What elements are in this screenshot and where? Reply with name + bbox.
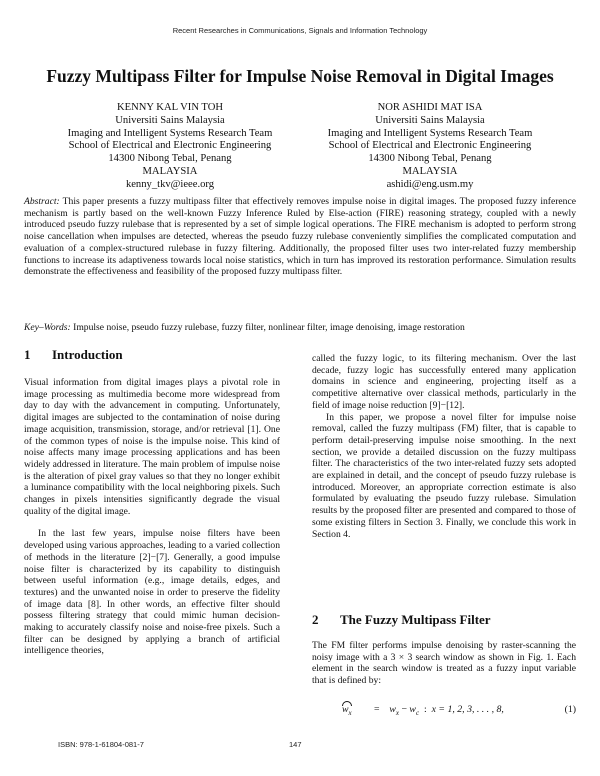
- equation-lhs: [342, 704, 352, 717]
- author-university: Universiti Sains Malaysia: [115, 114, 225, 126]
- author-email: kenny_tkv@ieee.org: [125, 178, 215, 190]
- author-country: MALAYSIA: [142, 165, 198, 177]
- section-number: 2: [312, 612, 319, 627]
- section-2-heading: [312, 612, 491, 628]
- section-number: 1: [24, 347, 31, 362]
- keywords-label: Key–Words:: [24, 322, 71, 333]
- author-school: School of Electrical and Electronic Engineering: [68, 140, 272, 152]
- footer-isbn: ISBN: 978-1-61804-081-7: [58, 740, 144, 749]
- intro-paragraph-2: In the last few years, impulse noise filters have been developed using various approaches, leading to a varied collection of methods in the literature [2]−[7]. Generally, a good impulse noise filter is characterized by its capability to distinguish between useful information (e.g., image details, edges, and textures) and the unwanted noise in order to preserve the fidelity of image data [8]. In other words, an effective filter should possess filtering strategy that could mimic human decision-making to accurately classify noise and noise-free pixels. Such a filter can be designed by applying a branch of artificial intelligence theories,: [24, 528, 280, 657]
- footer-page-number: 147: [289, 740, 302, 749]
- equation-rhs: = $w_x - w_c$ : x = 1, 2, 3, . . . , 8,: [374, 704, 504, 717]
- equation-number: (1): [564, 704, 576, 715]
- section-title: The Fuzzy Multipass Filter: [340, 612, 491, 627]
- author-block-1: [40, 102, 300, 192]
- abstract-text: This paper presents a fuzzy multipass filter that effectively removes impulse noise in digital images. The proposed fuzzy inference mechanism is partly based on the well-known Fuzzy Inference Ruled by Else-action (FIRE) reasoning strategy, coupled with a newly introduced pseudo fuzzy rulebase that is represented by a set of simple logical operations. The FIRE mechanism is adopted to perform strong noise cancellation when impulses are detected, whereas the pseudo fuzzy rulebase conveniently simplifies the complicated computation and evaluation of a complex-structured rulebase in fuzzy filtering. Additionally, the proposed filter uses two inter-related fuzzy membership functions to increase its adaptiveness towards local noise statistics, which in turn has improved its restoration performance. Simulation results demonstrate the effectiveness and feasibility of the proposed fuzzy multipass filter.: [24, 196, 576, 278]
- section-title: Introduction: [52, 347, 123, 362]
- author-university: Universiti Sains Malaysia: [375, 114, 485, 126]
- intro-paragraph-1: Visual information from digital images plays a pivotal role in image processing as multimedia become more widespread from day to day with the advancement in computing. Unfortunately, digital images are subjected to the contamination of noise during image acquisition, transmission, storage, and/or retrieval [1]. One of the common types of noise is the impulse noise. This kind of noise affects many image processing applications and has been widely addressed in literature. The main problem of impulse noise is the alteration of pixel gray values so that they no longer exhibit a luminance compatibility with the local neighboring pixels. Such changes in pixels intensities significantly degrade the visual quality of the digital image.: [24, 377, 280, 517]
- intro-paragraph-4: In this paper, we propose a novel filter for impulse noise removal, called the fuzzy multipass (FM) filter, that is capable to perform detail-preserving impulse noise smoothing. In the next section, we provide a detailed discussion on the fuzzy multipass filter. The characteristics of the two inter-related fuzzy sets adopted are explained in detail, and the concept of pseudo fuzzy rulebase is introduced. Moreover, an appropriate correction estimate is also formulated by evaluating the pseudo fuzzy rulebase. Simulation results by the proposed filter are presented and compared to those of some existing filters in Section 3. Finally, we conclude this work in Section 4.: [312, 411, 576, 540]
- keywords: [24, 322, 576, 334]
- right-column: [312, 353, 576, 540]
- keywords-text: Impulse noise, pseudo fuzzy rulebase, fuzzy filter, nonlinear filter, image denoising, image restoration: [73, 322, 465, 333]
- author-address: 14300 Nibong Tebal, Penang: [368, 153, 492, 165]
- left-column: [24, 377, 280, 657]
- author-name: NOR ASHIDI MAT ISA: [377, 102, 483, 113]
- section-2-body: [312, 640, 576, 687]
- paper-title: Fuzzy Multipass Filter for Impulse Noise Removal in Digital Images: [46, 66, 554, 86]
- author-group: Imaging and Intelligent Systems Research Team: [327, 127, 533, 139]
- abstract-label: Abstract:: [24, 196, 60, 207]
- fm-filter-paragraph: The FM filter performs impulse denoising by raster-scanning the noisy image with a 3 × 3 search window as shown in Fig. 1. Each element in the search window is treated as a fuzzy input variable that is defined by:: [312, 640, 576, 687]
- author-group: Imaging and Intelligent Systems Research Team: [67, 127, 273, 139]
- equation-hat-symbol: $w_x$: [342, 704, 352, 717]
- author-email: ashidi@eng.usm.my: [386, 178, 474, 190]
- section-1-heading: [24, 347, 123, 363]
- author-address: 14300 Nibong Tebal, Penang: [108, 153, 232, 165]
- author-name: KENNY KAL VIN TOH: [116, 102, 224, 113]
- author-school: School of Electrical and Electronic Engineering: [328, 140, 532, 152]
- running-head: Recent Researches in Communications, Signals and Information Technology: [172, 26, 428, 35]
- author-block-2: [300, 102, 560, 192]
- intro-paragraph-3: called the fuzzy logic, to its filtering mechanism. Over the last decade, fuzzy logic has successfully entered many application domains in science and engineering, projecting itself as a competitive alternative over classical methods, particularly in the field of image noise reduction [9]−[12].: [312, 353, 576, 411]
- author-country: MALAYSIA: [402, 165, 458, 177]
- abstract: [24, 196, 576, 278]
